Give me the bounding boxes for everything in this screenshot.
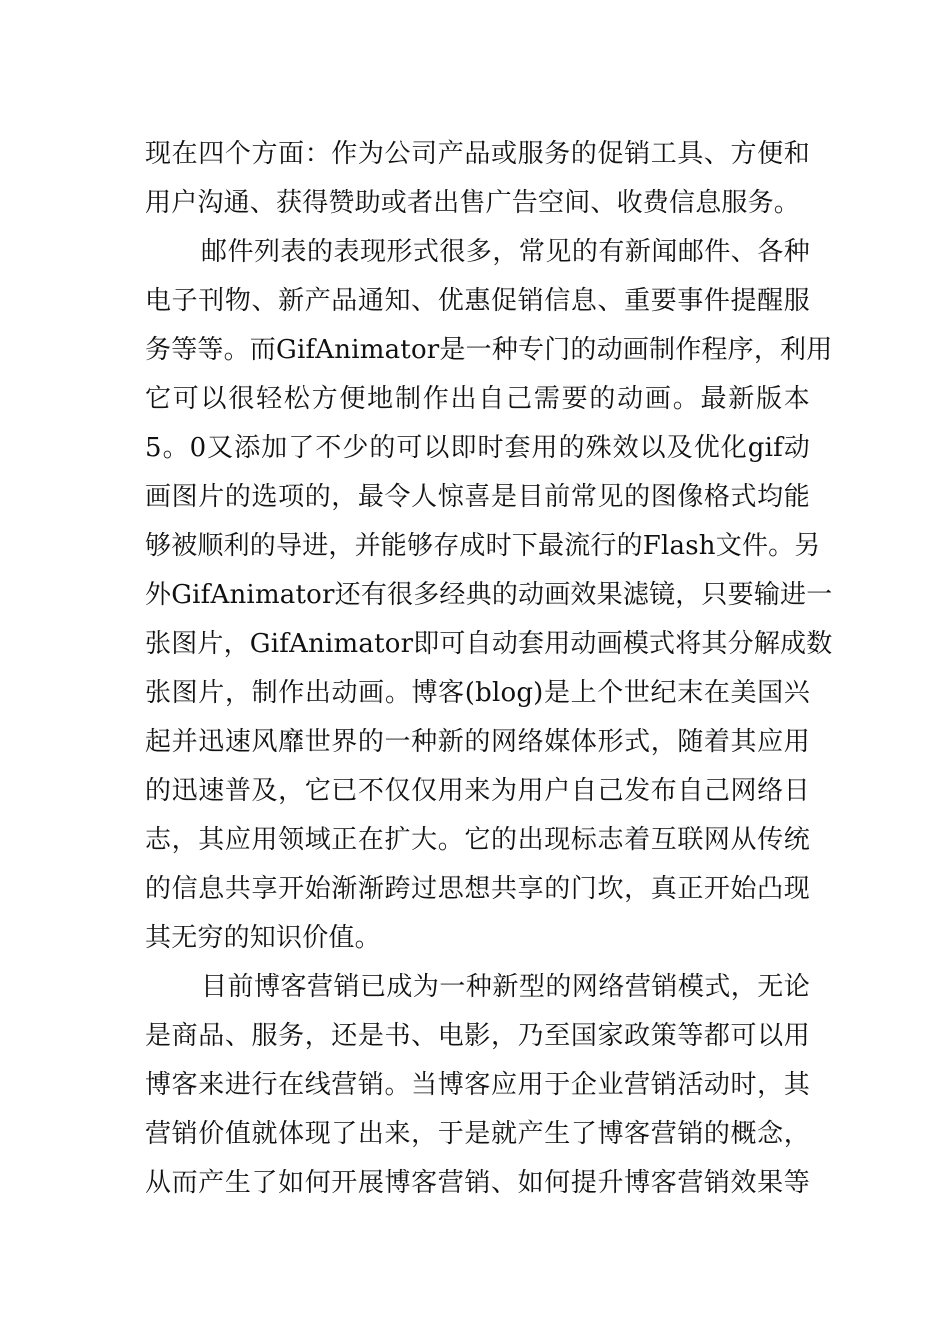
paragraph-2-line-10: 张图片，制作出动画。博客(blog)是上个世纪末在美国兴 <box>145 678 810 708</box>
paragraph-1-line-1: 现在四个方面：作为公司产品或服务的促销工具、方便和 <box>145 139 810 169</box>
paragraph-3-line-5: 从而产生了如何开展博客营销、如何提升博客营销效果等 <box>145 1168 810 1198</box>
paragraph-3-line-3: 博客来进行在线营销。当博客应用于企业营销活动时，其 <box>145 1070 810 1100</box>
paragraph-2-line-11: 起并迅速风靡世界的一种新的网络媒体形式，随着其应用 <box>145 727 810 757</box>
paragraph-2-line-6: 画图片的选项的，最令人惊喜是目前常见的图像格式均能 <box>145 482 810 512</box>
paragraph-3-line-4: 营销价值就体现了出来，于是就产生了博客营销的概念， <box>145 1119 810 1149</box>
paragraph-2-line-4: 它可以很轻松方便地制作出自己需要的动画。最新版本 <box>145 384 810 414</box>
paragraph-2-line-15: 其无穷的知识价值。 <box>145 923 381 953</box>
paragraph-2-line-2: 电子刊物、新产品通知、优惠促销信息、重要事件提醒服 <box>145 286 810 316</box>
paragraph-1-line-2: 用户沟通、获得赞助或者出售广告空间、收费信息服务。 <box>145 188 801 218</box>
paragraph-2-line-5: 5。0又添加了不少的可以即时套用的殊效以及优化gif动 <box>145 433 810 463</box>
paragraph-2-line-14: 的信息共享开始渐渐跨过思想共享的门坎，真正开始凸现 <box>145 874 810 904</box>
paragraph-2-line-7: 够被顺利的导进，并能够存成时下最流行的Flash文件。另 <box>145 531 821 561</box>
document-body <box>145 130 833 1208</box>
paragraph-3-line-1: 目前博客营销已成为一种新型的网络营销模式，无论 <box>201 972 810 1002</box>
paragraph-2-line-1: 邮件列表的表现形式很多，常见的有新闻邮件、各种 <box>201 237 810 267</box>
paragraph-2-line-3: 务等等。而GifAnimator是一种专门的动画制作程序，利用 <box>145 335 833 365</box>
paragraph-2-line-9: 张图片，GifAnimator即可自动套用动画模式将其分解成数 <box>145 629 833 659</box>
paragraph-2-line-12: 的迅速普及，它已不仅仅用来为用户自己发布自己网络日 <box>145 776 810 806</box>
paragraph-2-line-8: 外GifAnimator还有很多经典的动画效果滤镜，只要输进一 <box>145 580 833 610</box>
paragraph-2-line-13: 志，其应用领域正在扩大。它的出现标志着互联网从传统 <box>145 825 810 855</box>
paragraph-3-line-2: 是商品、服务，还是书、电影，乃至国家政策等都可以用 <box>145 1021 810 1051</box>
